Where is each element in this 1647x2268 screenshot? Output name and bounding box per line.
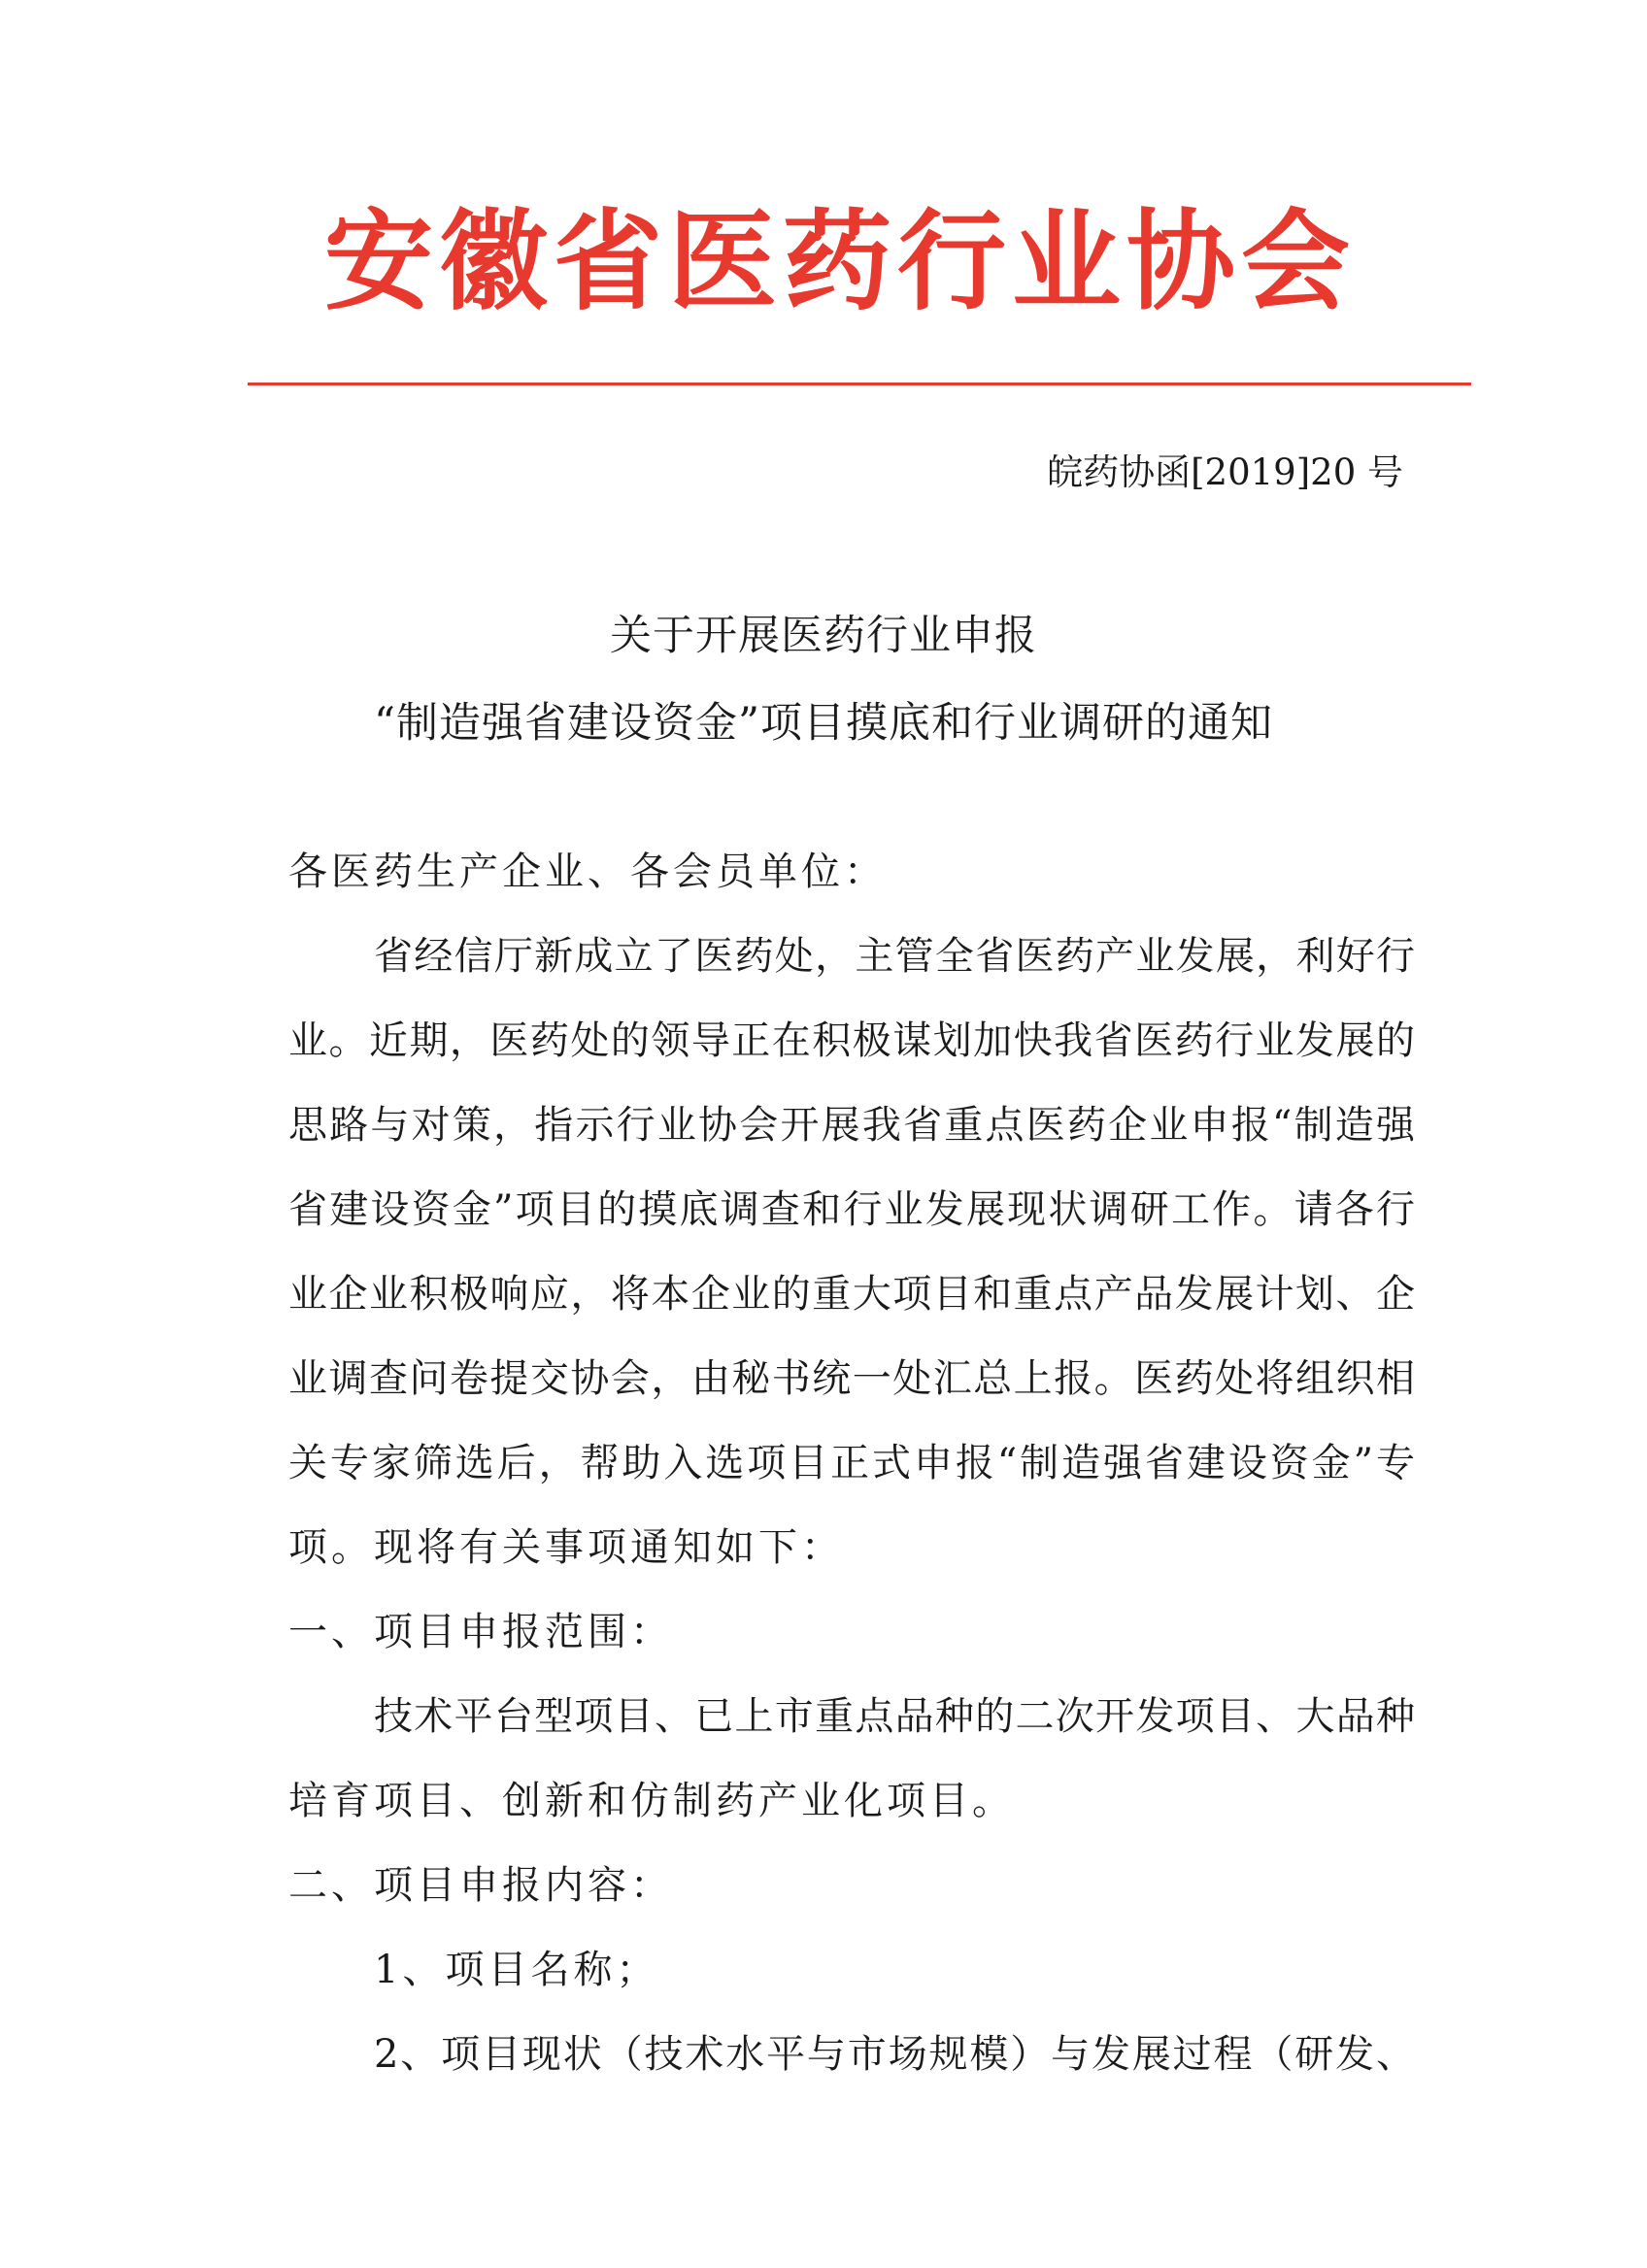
paragraph-1-line: 思路与对策，指示行业协会开展我省重点医药企业申报“制造强 — [288, 1103, 1415, 1148]
paragraph-1-line: 业企业积极响应，将本企业的重大项目和重点产品发展计划、企 — [288, 1272, 1415, 1317]
paragraph-1-line: 业调查问卷提交协会，由秘书统一处汇总上报。医药处将组织相 — [288, 1356, 1415, 1401]
document-number: 皖药协函[2019]20 号 — [1047, 451, 1403, 493]
notice-title-line-2: “制造强省建设资金”项目摸底和行业调研的通知 — [374, 699, 1273, 748]
section-2-item-2: 2、项目现状（技术水平与市场规模）与发展过程（研发、 — [374, 2032, 1415, 2077]
section-1-paragraph-line: 培育项目、创新和仿制药产业化项目。 — [288, 1779, 1015, 1823]
paragraph-1-line: 省经信厅新成立了医药处，主管全省医药产业发展，利好行 — [374, 934, 1415, 979]
notice-title-line-1: 关于开展医药行业申报 — [610, 612, 1037, 660]
paragraph-1-line: 关专家筛选后，帮助入选项目正式申报“制造强省建设资金”专 — [288, 1441, 1415, 1485]
section-2-item-1: 1、项目名称； — [374, 1948, 659, 1992]
paragraph-1-line: 项。现将有关事项通知如下： — [288, 1525, 844, 1570]
letterhead-org-name: 安徽省医药行业协会 — [324, 198, 1356, 325]
salutation: 各医药生产企业、各会员单位： — [288, 850, 887, 894]
letterhead-red-rule — [248, 383, 1471, 385]
section-2-heading: 二、项目申报内容： — [288, 1863, 673, 1908]
section-1-heading: 一、项目申报范围： — [288, 1610, 673, 1654]
paragraph-1-line: 省建设资金”项目的摸底调查和行业发展现状调研工作。请各行 — [288, 1187, 1415, 1232]
paragraph-1-line: 业。近期，医药处的领导正在积极谋划加快我省医药行业发展的 — [288, 1018, 1415, 1063]
section-1-paragraph-line: 技术平台型项目、已上市重点品种的二次开发项目、大品种 — [374, 1694, 1415, 1739]
